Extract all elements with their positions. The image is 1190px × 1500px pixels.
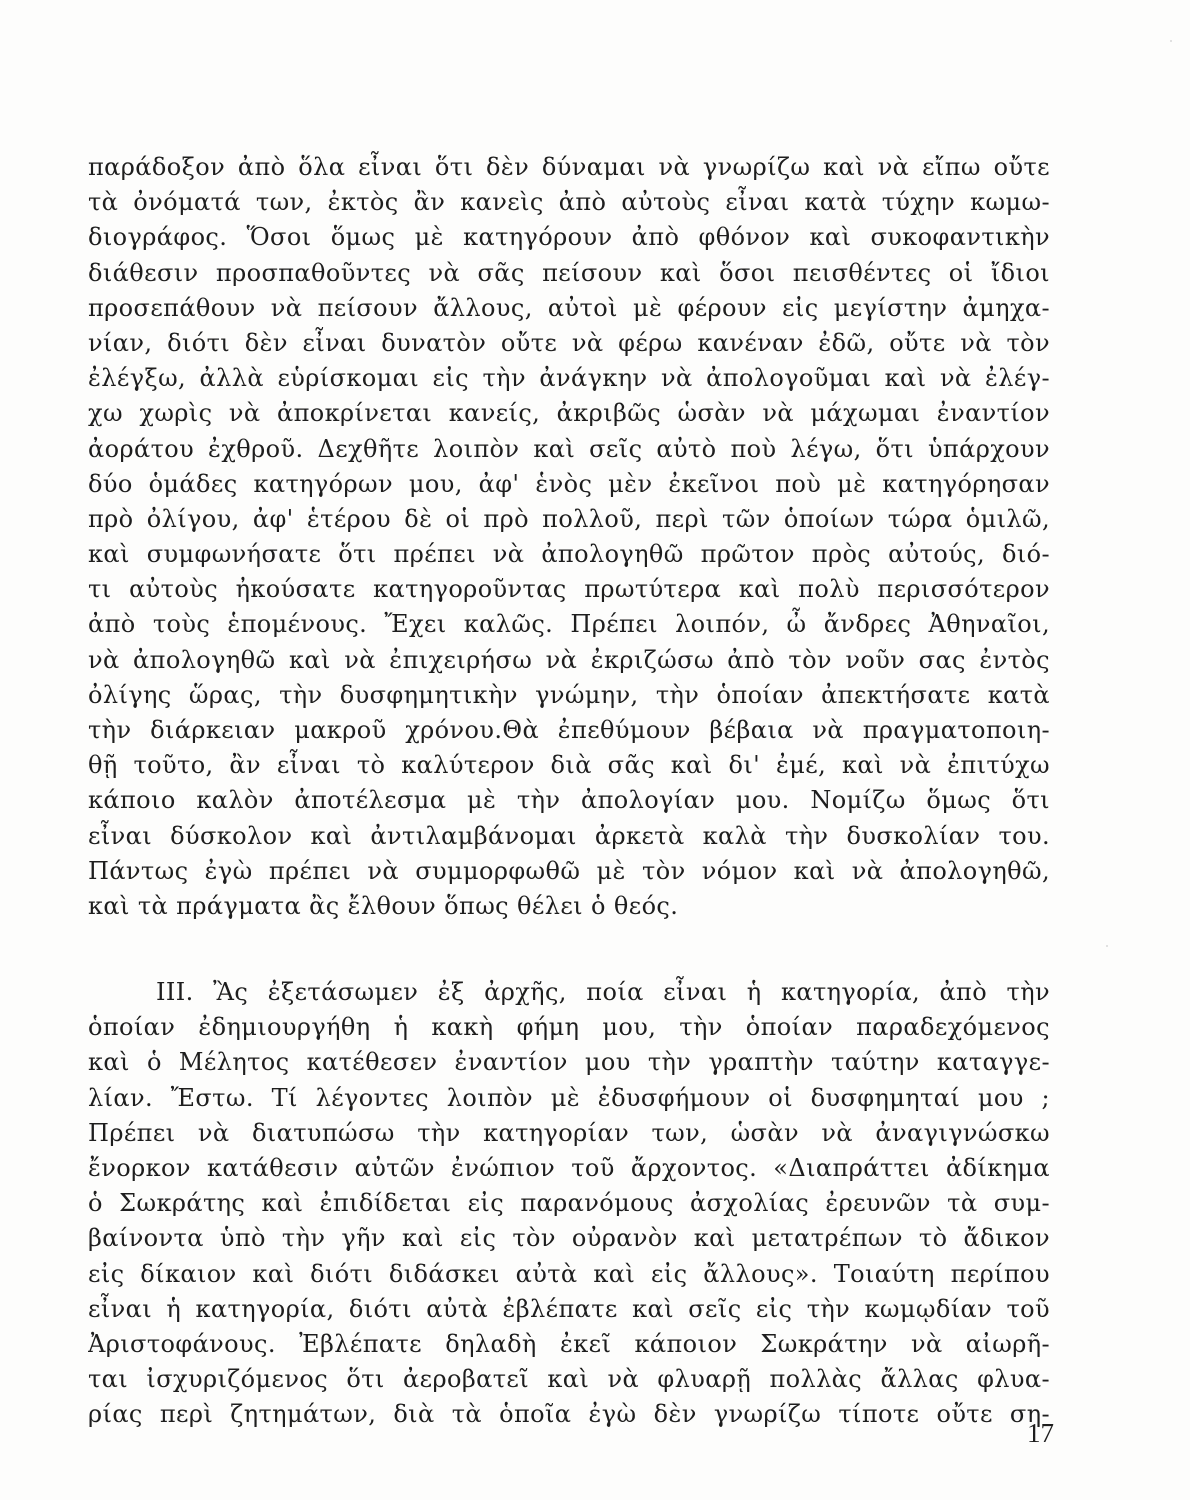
paragraph-2-section-iii	[88, 975, 1050, 1432]
text-line: ρίας περὶ ζητημάτων, διὰ τὰ ὁποῖα ἐγὼ δὲν γνωρίζω τίποτε οὔτε ση-	[88, 1400, 1050, 1429]
text-line: βαίνοντα ὑπὸ τὴν γῆν καὶ εἰς τὸν οὐρανὸν καὶ μετατρέπων τὸ ἄδικον	[88, 1224, 1050, 1253]
text-line: ὀλίγης ὥρας, τὴν δυσφημητικὴν γνώμην, τὴν ὁποίαν ἀπεκτήσατε κατὰ	[88, 680, 1050, 709]
text-line: ἔνορκον κατάθεσιν αὐτῶν ἐνώπιον τοῦ ἄρχοντος. «Διαπράττει ἀδίκημα	[88, 1153, 1050, 1182]
text-line: καὶ συμφωνήσατε ὅτι πρέπει νὰ ἀπολογηθῶ πρῶτον πρὸς αὐτούς, διό-	[88, 540, 1050, 569]
text-line: λίαν. Ἔστω. Τί λέγοντες λοιπὸν μὲ ἐδυσφήμουν οἱ δυσφημηταί μου ;	[88, 1083, 1050, 1112]
text-line: ἐλέγξω, ἀλλὰ εὑρίσκομαι εἰς τὴν ἀνάγκην νὰ ἀπολογοῦμαι καὶ νὰ ἐλέγ-	[88, 364, 1050, 393]
paragraph-1	[88, 150, 1050, 924]
text-line: νίαν, διότι δὲν εἶναι δυνατὸν οὔτε νὰ φέρω κανέναν ἐδῶ, οὔτε νὰ τὸν	[88, 328, 1050, 357]
text-line: πρὸ ὀλίγου, ἀφ' ἑτέρου δὲ οἱ πρὸ πολλοῦ, περὶ τῶν ὁποίων τώρα ὁμιλῶ,	[88, 504, 1050, 533]
text-line: τι αὐτοὺς ἠκούσατε κατηγοροῦντας πρωτύτερα καὶ πολὺ περισσότερον	[88, 575, 1050, 604]
text-line: Πάντως ἐγὼ πρέπει νὰ συμμορφωθῶ μὲ τὸν νόμον καὶ νὰ ἀπολογηθῶ,	[88, 856, 1050, 885]
scan-speck	[1106, 945, 1108, 947]
text-line: διάθεσιν προσπαθοῦντες νὰ σᾶς πείσουν καὶ ὅσοι πεισθέντες οἱ ἴδιοι	[88, 258, 1050, 287]
text-line: εἶναι δύσκολον καὶ ἀντιλαμβάνομαι ἀρκετὰ καλὰ τὴν δυσκολίαν του.	[88, 821, 1050, 850]
text-line: τὰ ὀνόματά των, ἐκτὸς ἂν κανεὶς ἀπὸ αὐτοὺς εἶναι κατὰ τύχην κωμω-	[88, 188, 1050, 217]
text-line: Πρέπει νὰ διατυπώσω τὴν κατηγορίαν των, ὡσὰν νὰ ἀναγιγνώσκω	[88, 1118, 1050, 1147]
text-line: ἀοράτου ἐχθροῦ. Δεχθῆτε λοιπὸν καὶ σεῖς αὐτὸ ποὺ λέγω, ὅτι ὑπάρχουν	[88, 434, 1050, 463]
scan-speck	[1170, 40, 1172, 42]
text-line: ὁποίαν ἐδημιουργήθη ἡ κακὴ φήμη μου, τὴν ὁποίαν παραδεχόμενος	[88, 1013, 1050, 1042]
text-line: θῇ τοῦτο, ἂν εἶναι τὸ καλύτερον διὰ σᾶς καὶ δι' ἐμέ, καὶ νὰ ἐπιτύχω	[88, 751, 1050, 780]
text-line: καὶ τὰ πράγματα ἂς ἔλθουν ὅπως θέλει ὁ θεός.	[88, 891, 679, 920]
text-line: χω χωρὶς νὰ ἀποκρίνεται κανείς, ἀκριβῶς ὡσὰν νὰ μάχωμαι ἐναντίον	[88, 399, 1050, 428]
text-line: καὶ ὁ Μέλητος κατέθεσεν ἐναντίον μου τὴν γραπτὴν ταύτην καταγγε-	[88, 1048, 1050, 1077]
text-line: εἰς δίκαιον καὶ διότι διδάσκει αὐτὰ καὶ εἰς ἄλλους». Τοιαύτη περίπου	[88, 1259, 1050, 1288]
page-number: 17	[1027, 1418, 1054, 1448]
text-line: δύο ὁμάδες κατηγόρων μου, ἀφ' ἑνὸς μὲν ἐκεῖνοι ποὺ μὲ κατηγόρησαν	[88, 469, 1050, 498]
text-line: τὴν διάρκειαν μακροῦ χρόνου.Θὰ ἐπεθύμουν βέβαια νὰ πραγματοποιη-	[88, 716, 1050, 744]
text-line: προσεπάθουν νὰ πείσουν ἄλλους, αὐτοὶ μὲ φέρουν εἰς μεγίστην ἀμηχα-	[88, 293, 1050, 322]
text-line: διογράφος. Ὅσοι ὅμως μὲ κατηγόρουν ἀπὸ φθόνον καὶ συκοφαντικὴν	[88, 223, 1050, 252]
text-line: κάποιο καλὸν ἀποτέλεσμα μὲ τὴν ἀπολογίαν μου. Νομίζω ὅμως ὅτι	[88, 786, 1050, 815]
text-line: εἶναι ἡ κατηγορία, διότι αὐτὰ ἐβλέπατε καὶ σεῖς εἰς τὴν κωμῳδίαν τοῦ	[88, 1294, 1050, 1323]
text-line: ὁ Σωκράτης καὶ ἐπιδίδεται εἰς παρανόμους ἀσχολίας ἐρευνῶν τὰ συμ-	[88, 1189, 1050, 1218]
text-line: παράδοξον ἀπὸ ὅλα εἶναι ὅτι δὲν δύναμαι νὰ γνωρίζω καὶ νὰ εἴπω οὔτε	[88, 153, 1050, 181]
text-line: νὰ ἀπολογηθῶ καὶ νὰ ἐπιχειρήσω νὰ ἐκριζώσω ἀπὸ τὸν νοῦν σας ἐντὸς	[88, 645, 1050, 674]
text-line: ἀπὸ τοὺς ἑπομένους. Ἔχει καλῶς. Πρέπει λοιπόν, ὦ ἄνδρες Ἀθηναῖοι,	[88, 610, 1050, 639]
section-heading-line: III. Ἂς ἐξετάσωμεν ἐξ ἀρχῆς, ποία εἶναι ἡ κατηγορία, ἀπὸ τὴν	[156, 978, 1050, 1006]
text-line: ται ἰσχυριζόμενος ὅτι ἀεροβατεῖ καὶ νὰ φλυαρῇ πολλὰς ἄλλας φλυα-	[88, 1365, 1050, 1394]
text-line: Ἀριστοφάνους. Ἐβλέπατε δηλαδὴ ἐκεῖ κάποιον Σωκράτην νὰ αἰωρῆ-	[88, 1329, 1050, 1358]
